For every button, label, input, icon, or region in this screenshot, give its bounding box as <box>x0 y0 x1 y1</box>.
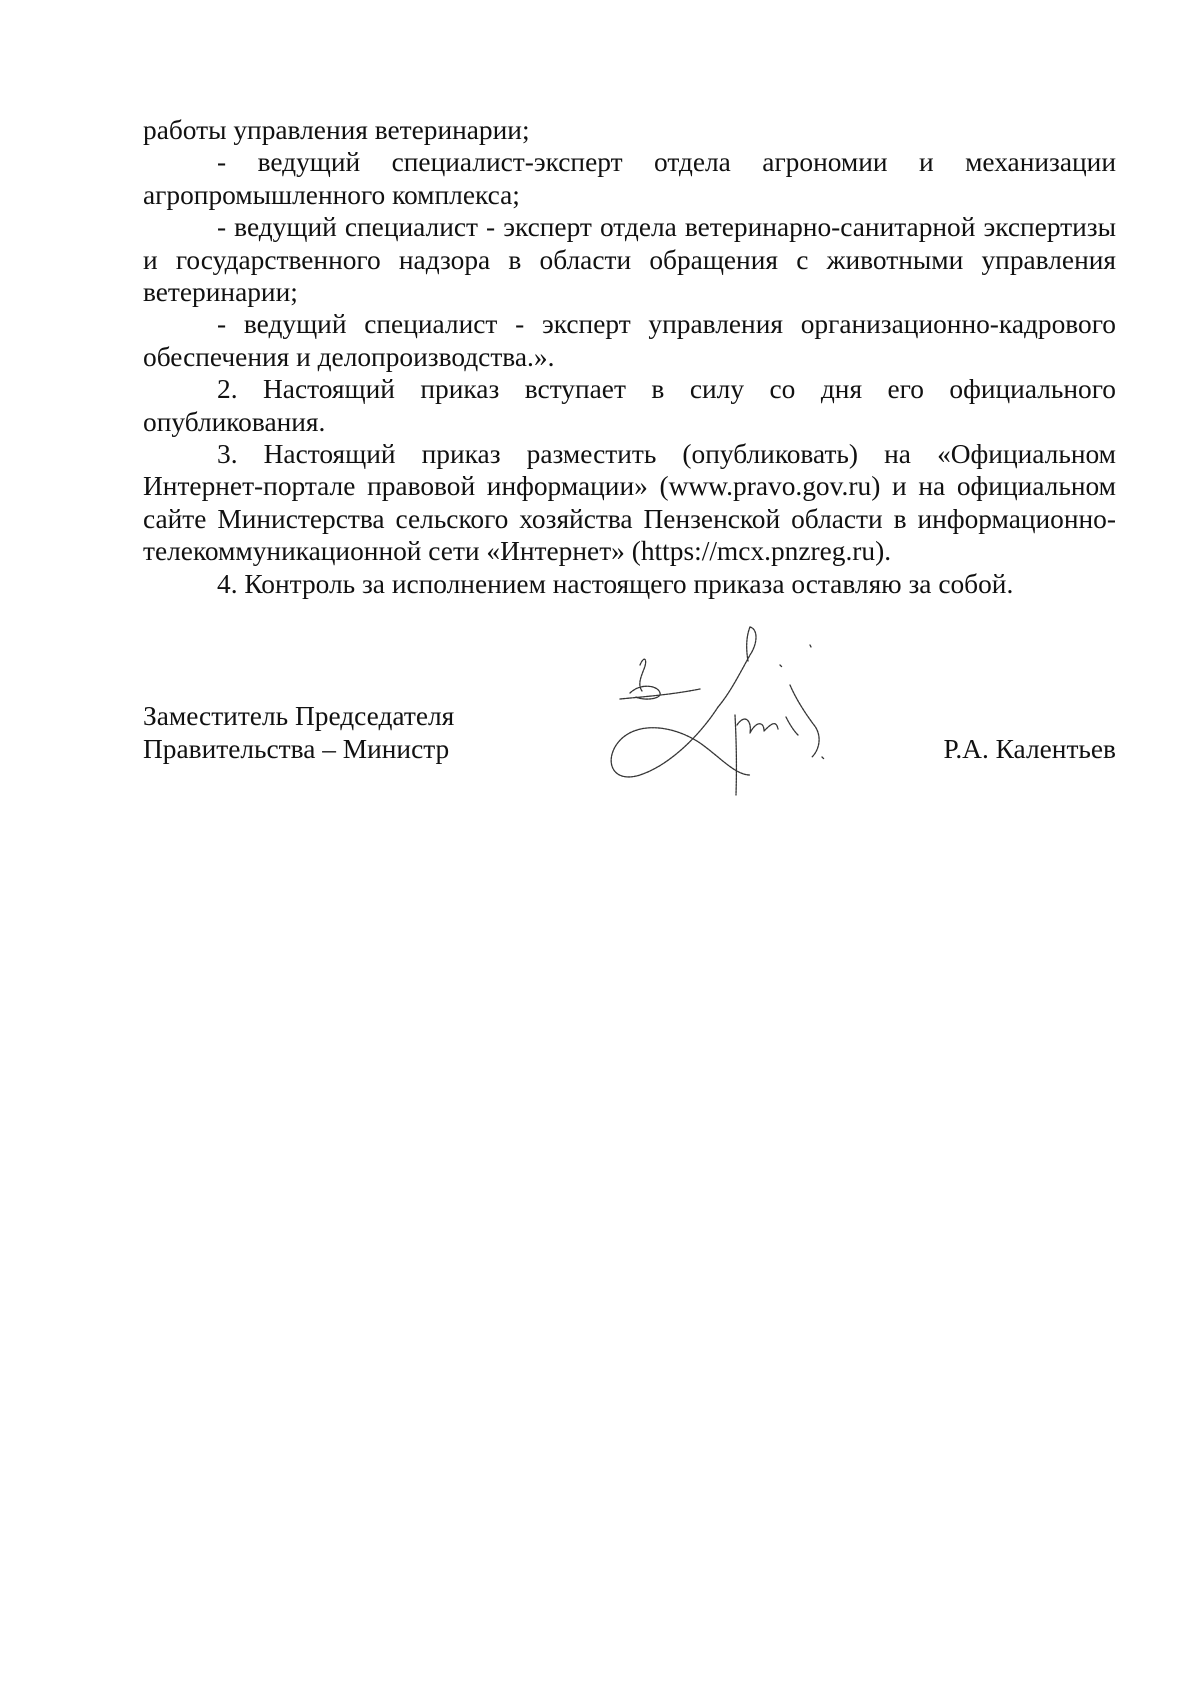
signatory-position-line-2: Правительства – Министр <box>143 734 450 764</box>
signatory-name: Р.А. Калентьев <box>943 734 1116 764</box>
paragraph-4: 2. Настоящий приказ вступает в силу со дня его официального опубликования. <box>143 374 1116 437</box>
signatory-position <box>143 700 454 766</box>
paragraph-6: 4. Контроль за исполнением настоящего приказа оставляю за собой. <box>217 568 1014 599</box>
paragraph-5: 3. Настоящий приказ разместить (опубликовать) на «Официальном Интернет-портале правовой информации» (www.pravo.gov.ru) и на официальном сайте Министерства сельского хозяйства Пензенской области в информационно-телекоммуникационной сети «Интернет» (https://mcx.pnzreg.ru). <box>143 439 1116 567</box>
handwritten-signature <box>600 625 850 805</box>
paragraph-1: - ведущий специалист-эксперт отдела агрономии и механизации агропромышленного комплекса; <box>143 147 1116 210</box>
document-body <box>143 114 1116 600</box>
paragraph-2: - ведущий специалист - эксперт отдела ветеринарно-санитарной экспертизы и государственного надзора в области обращения с животными управления ветеринарии; <box>143 212 1116 308</box>
paragraph-3: - ведущий специалист - эксперт управления организационно-кадрового обеспечения и делопроизводства.». <box>143 309 1116 372</box>
paragraph-0: работы управления ветеринарии; <box>143 115 530 145</box>
signatory-position-line-1: Заместитель Председателя <box>143 701 455 731</box>
